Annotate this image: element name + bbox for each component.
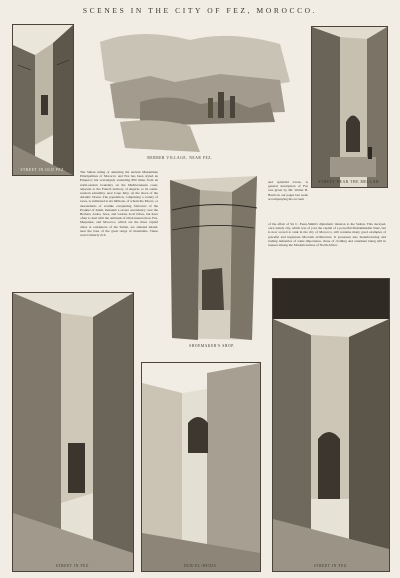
illustration-dur-el-beida (141, 362, 261, 572)
caption-street-in-fez-right: STREET IN FEZ. (313, 564, 349, 568)
street-near-mellah-drawing (312, 27, 387, 187)
caption-shoemakers-shop: SHOEMAKER'S SHOP. (189, 344, 235, 348)
street-in-fez-left-drawing (13, 293, 133, 571)
illustration-street-in-fez-left (12, 292, 134, 572)
berber-village-drawing (80, 22, 302, 164)
caption-berber-village: BERBER VILLAGE, NEAR FEZ. (147, 156, 213, 160)
street-in-fez-right-drawing (273, 279, 389, 571)
illustration-street-in-fez-right (272, 278, 390, 572)
caption-street-old-fez: STREET IN OLD FEZ. (20, 168, 66, 172)
illustration-street-near-mellah (311, 26, 388, 188)
caption-dur-el-beida: DUR-EL-BEIDA. (183, 564, 219, 568)
caption-street-near-mellah: STREET NEAR THE MELLAH. (318, 180, 381, 184)
caption-street-in-fez-left: STREET IN FEZ. (55, 564, 91, 568)
street-old-fez-drawing (13, 25, 73, 175)
page-title: SCENES IN THE CITY OF FEZ, MOROCCO. (82, 6, 318, 15)
illustration-berber-village (80, 22, 302, 164)
shoemakers-shop-drawing (162, 170, 262, 355)
article-column-right-bottom: of the affair of Sir C. Euan-Smith's diplomatic mission to the Sultan. This decayed, once stately city, which was of yore the capital of a powerful Mohammedan State, but is now scored to rank in the city of Morocco, still contains many good examples of graceful and ingenious Moorish architecture. It possesses also manufacturing and trading industries of some importance, those of clothing and ornament being still in request among the Moslem natives of North Africa. (268, 222, 386, 248)
illustration-street-old-fez (12, 24, 74, 176)
article-column-left: The Sultan ruling or annexing the ancient Mussulman Principalities of Morocco and Fez has been styled an Emperor; his sovereignty extending 800 miles from its north-eastern boundary on the Mediterranean coast, adjacent to the French territory of Algeria, to its south-western extremity, near Cape Juby, on the shore of the Atlantic Ocean. The population, comprising a variety of races, is estimated at six millions, of whom the Moors, or descendants of warlike conquering followers of the Prophet of Islam, maintain a severe ascendancy over the Berbers, Arabs, Jews, and various local tribes, but have often to deal with the outbreak of tribal insurrection. Fez, Mequinez, and Morocco, which are the three capital cities or residences of the Sultan, are situated inland, near the base of the great range of mountains. These were formerly rich (80, 170, 158, 238)
article-column-right-top: and splendid towns. A general description of Fez was given by Mr. Walter B. Harris in our pages last week accompanying his account (268, 180, 308, 201)
dur-el-beida-drawing (142, 363, 260, 571)
illustration-shoemakers-shop (162, 170, 262, 355)
